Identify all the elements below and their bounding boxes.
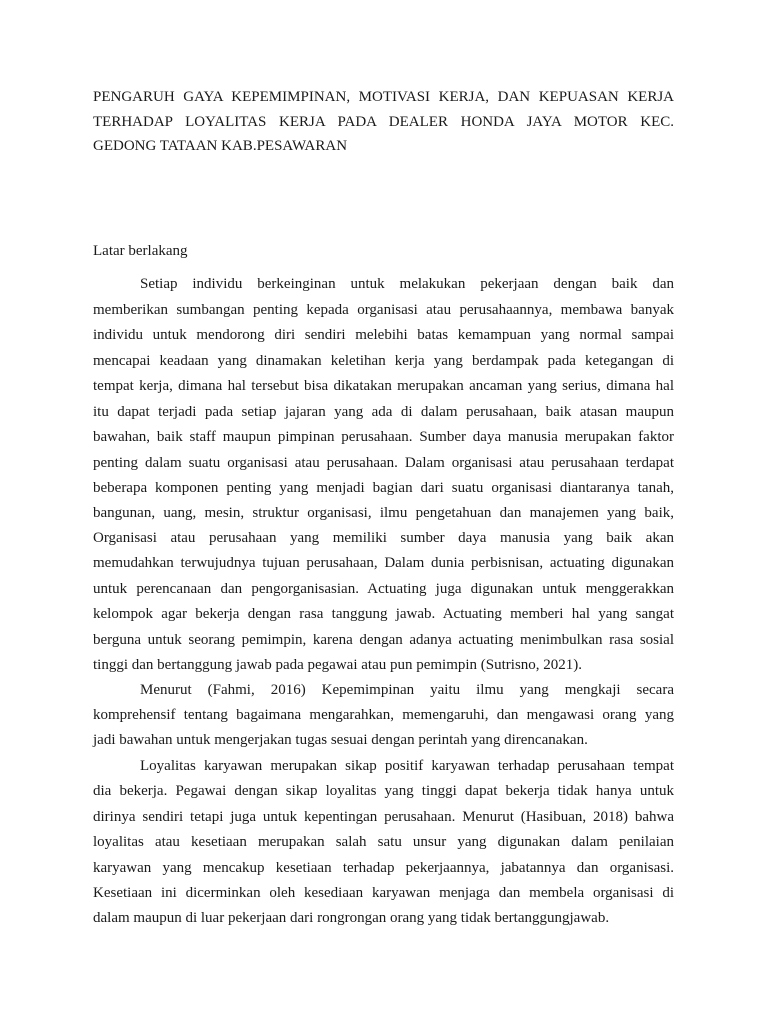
document-title-line-3: GEDONG TATAAN KAB.PESAWARAN	[93, 138, 348, 154]
paragraph-3-line-1: Loyalitas karyawan merupakan sikap positif karyawan terhadap perusahaan tempat	[140, 758, 674, 774]
paragraph-1-line-9: beberapa komponen penting yang menjadi bagian dari suatu organisasi diantaranya tanah,	[93, 480, 674, 496]
paragraph-1-line-1: Setiap individu berkeinginan untuk melakukan pekerjaan dengan baik dan	[140, 276, 674, 292]
paragraph-1-line-15: berguna untuk seorang pemimpin, karena dengan adanya actuating menimbulkan rasa sosial	[93, 632, 674, 648]
paragraph-1-line-2: memberikan sumbangan penting kepada organisasi atau perusahaannya, membawa banyak	[93, 302, 674, 318]
paragraph-1-line-6: itu dapat terjadi pada setiap jajaran yang ada di dalam perusahaan, baik atasan maupun	[93, 404, 674, 420]
paragraph-2-line-2: komprehensif tentang bagaimana mengarahkan, memengaruhi, dan mengawasi orang yang	[93, 707, 674, 723]
paragraph-3-line-3: dirinya sendiri tetapi juga untuk kepentingan perusahaan. Menurut (Hasibuan, 2018) bahwa	[93, 809, 674, 825]
paragraph-3-line-5: karyawan yang mencakup kesetiaan terhadap pekerjaannya, jabatannya dan organisasi.	[93, 860, 674, 876]
paragraph-1-line-4: mencapai keadaan yang dinamakan keletihan kerja yang berdampak pada ketegangan di	[93, 353, 674, 369]
paragraph-1-line-11: Organisasi atau perusahaan yang memiliki sumber daya manusia yang baik akan	[93, 530, 674, 546]
paragraph-3-line-2: dia bekerja. Pegawai dengan sikap loyalitas yang tinggi dapat bekerja tidak hanya untuk	[93, 783, 674, 799]
section-heading: Latar berlakang	[93, 243, 188, 259]
paragraph-1-line-10: bangunan, uang, mesin, struktur organisasi, ilmu pengetahuan dan manajemen yang baik,	[93, 505, 674, 521]
paragraph-2-line-3: jadi bawahan untuk mengerjakan tugas sesuai dengan perintah yang direncanakan.	[93, 732, 588, 748]
paragraph-2-line-1: Menurut (Fahmi, 2016) Kepemimpinan yaitu ilmu yang mengkaji secara	[140, 682, 674, 698]
paragraph-1-line-12: memudahkan terwujudnya tujuan perusahaan, Dalam dunia perbisnisan, actuating digunakan	[93, 555, 674, 571]
paragraph-1-line-13: untuk perencanaan dan pengorganisasian. Actuating juga digunakan untuk menggerakkan	[93, 581, 674, 597]
paragraph-1-line-3: individu untuk mendorong diri sendiri melebihi batas kemampuan yang normal sampai	[93, 327, 674, 343]
paragraph-1-line-5: tempat kerja, dimana hal tersebut bisa dikatakan merupakan ancaman yang serius, dimana hal	[93, 378, 674, 394]
paragraph-1-line-8: penting dalam suatu organisasi atau perusahaan. Dalam organisasi atau perusahaan terdapat	[93, 455, 674, 471]
paragraph-1-line-14: kelompok agar bekerja dengan rasa tanggung jawab. Actuating memberi hal yang sangat	[93, 606, 674, 622]
paragraph-3-line-7: dalam maupun di luar pekerjaan dari rongrongan orang yang tidak bertanggungjawab.	[93, 910, 610, 926]
paragraph-1-line-7: bawahan, baik staff maupun pimpinan perusahaan. Sumber daya manusia merupakan faktor	[93, 429, 674, 445]
paragraph-1-line-16: tinggi dan bertanggung jawab pada pegawai atau pun pemimpin (Sutrisno, 2021).	[93, 657, 583, 673]
document-title-line-2: TERHADAP LOYALITAS KERJA PADA DEALER HONDA JAYA MOTOR KEC.	[93, 114, 674, 130]
paragraph-3-line-6: Kesetiaan ini dicerminkan oleh kesediaan karyawan menjaga dan membela organisasi di	[93, 885, 674, 901]
document-title-line-1: PENGARUH GAYA KEPEMIMPINAN, MOTIVASI KERJA, DAN KEPUASAN KERJA	[93, 89, 674, 105]
paragraph-3-line-4: loyalitas atau kesetiaan merupakan salah satu unsur yang digunakan dalam penilaian	[93, 834, 674, 850]
